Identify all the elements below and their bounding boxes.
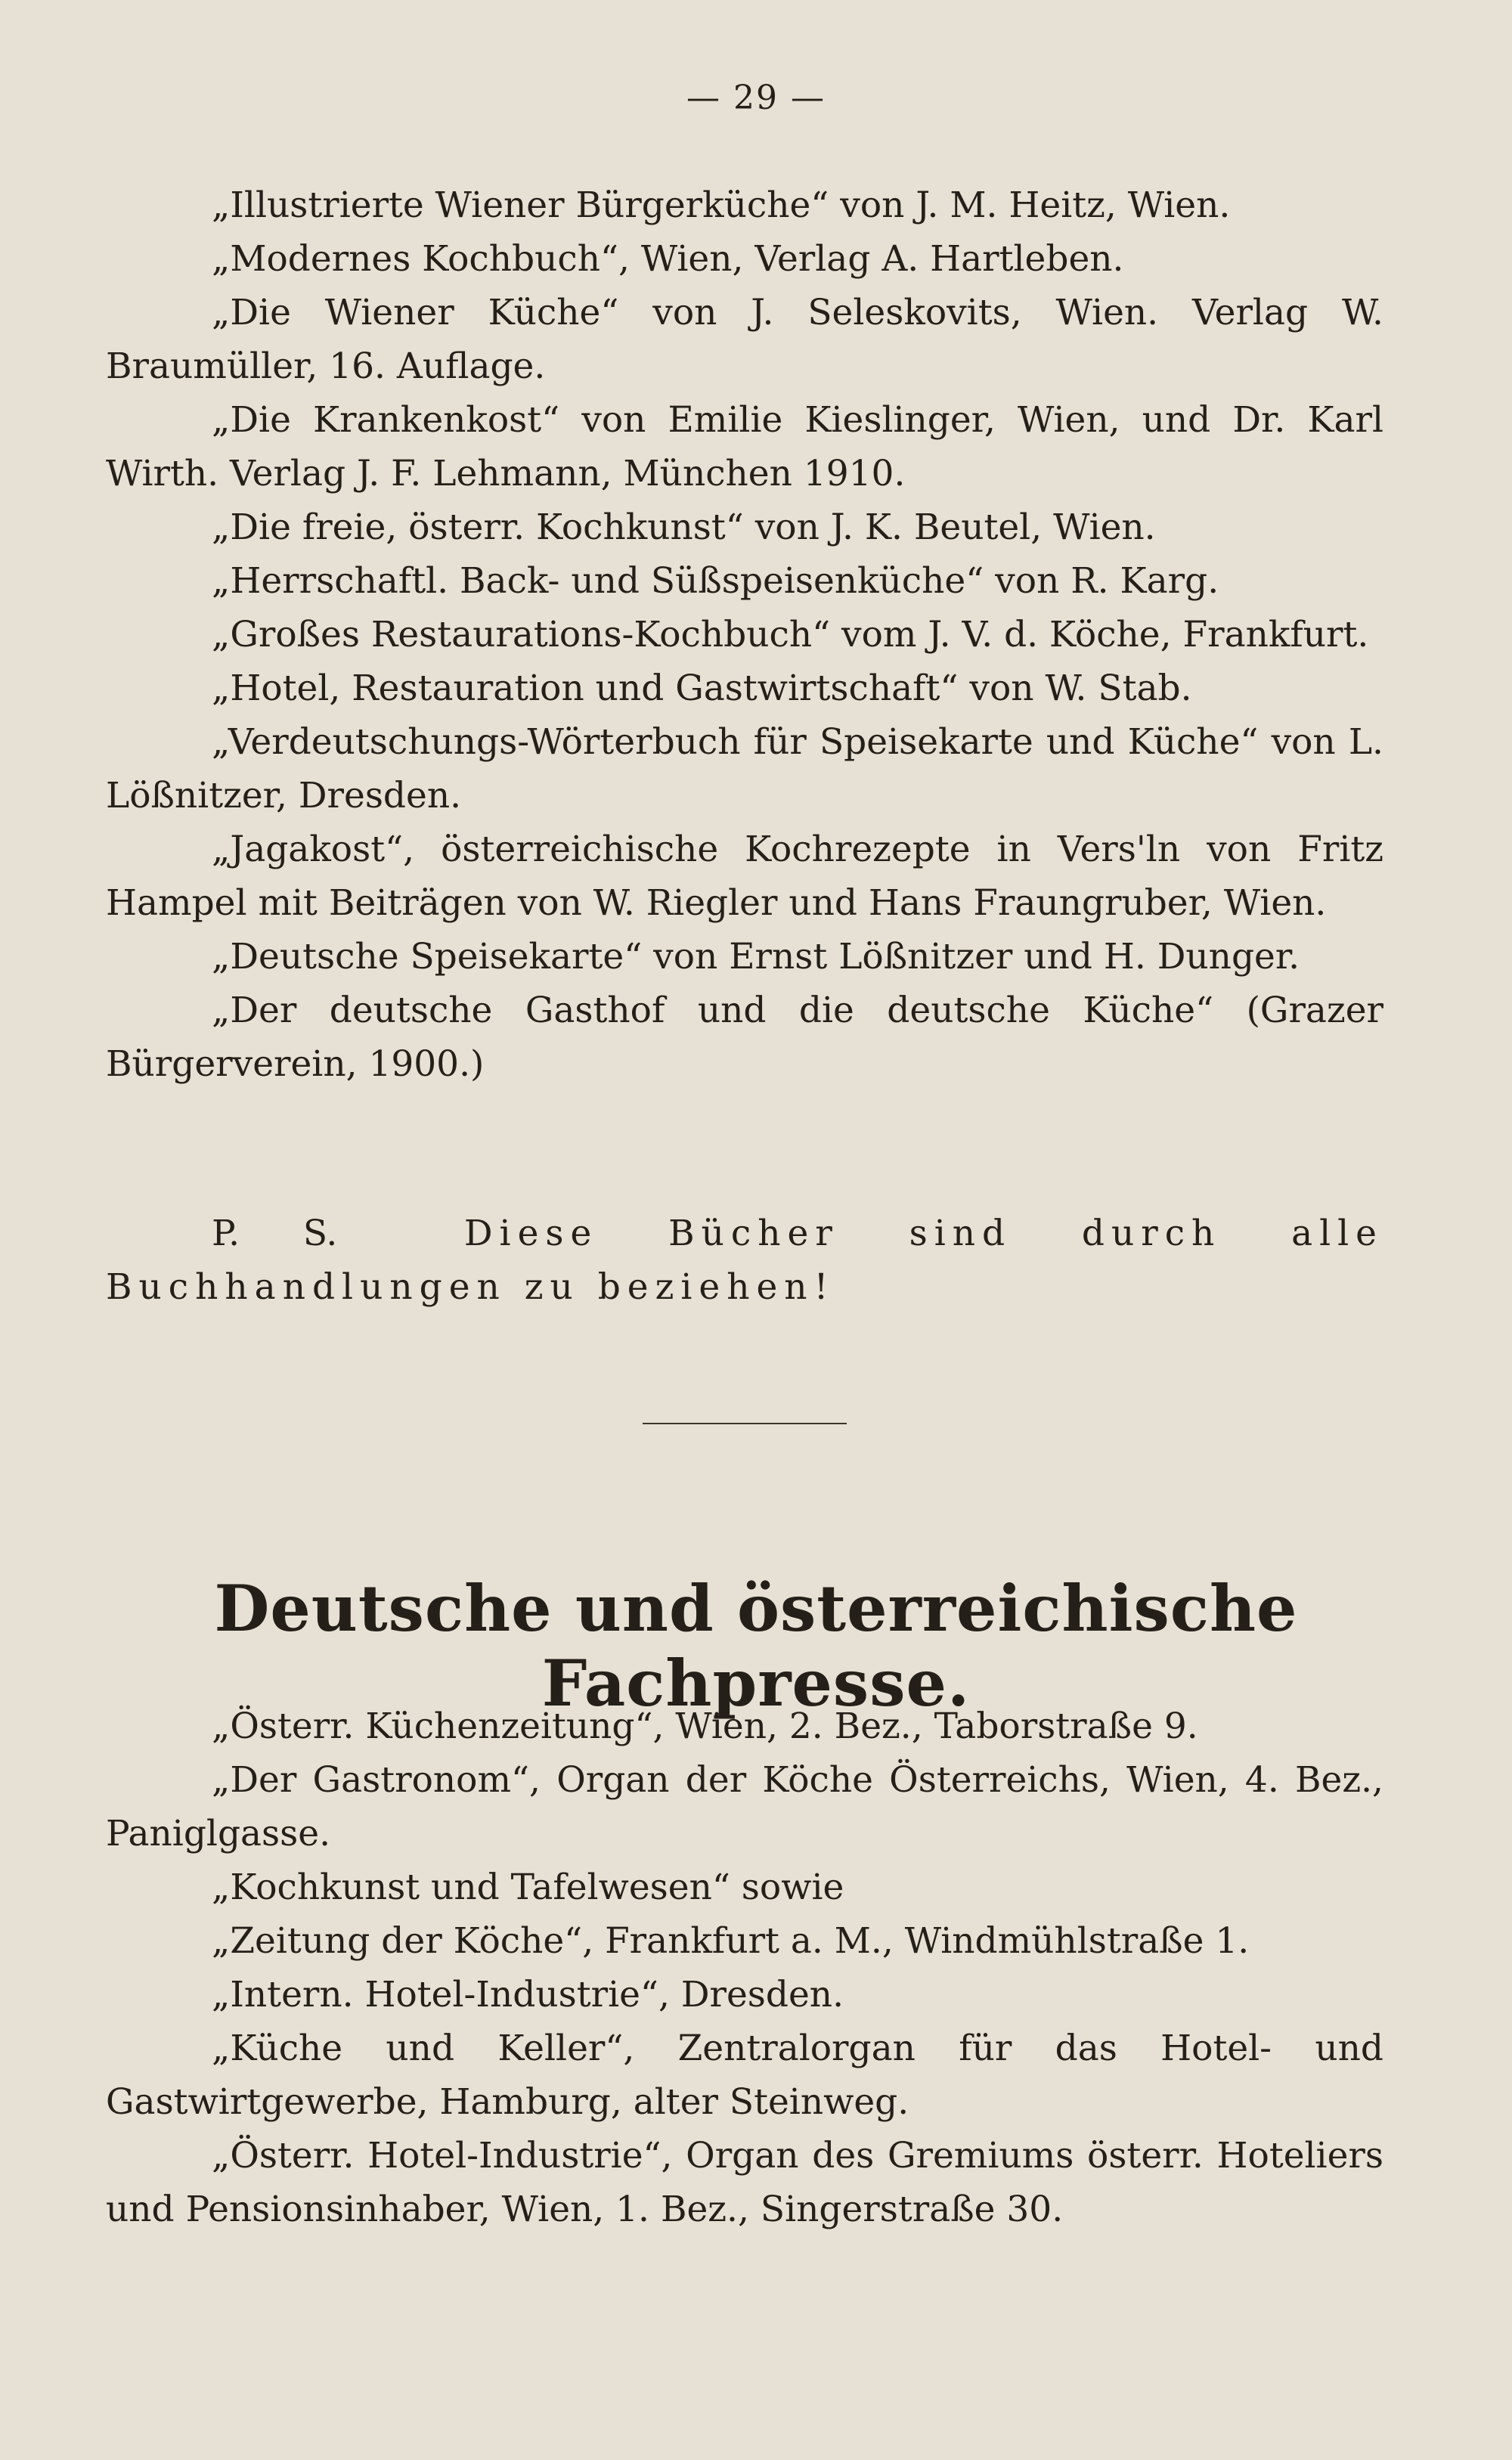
trade-press-list [106,1699,1383,2236]
page-number: — 29 — [686,79,826,117]
book-entry: „Herrschaftl. Back- und Süßspeisenküche“ von R. Karg. [212,560,1219,602]
book-entry: „Modernes Kochbuch“, Wien, Verlag A. Hartleben. [212,238,1124,280]
book-entry: „Großes Restaurations-Kochbuch“ vom J. V. d. Köche, Frankfurt. [212,614,1369,655]
section-divider [643,1423,847,1424]
book-entry: „Jagakost“, österreichische Kochrezepte in Vers'ln von Fritz Hampel mit Beiträgen von W. Riegler und Hans Fraungruber, Wien. [106,829,1383,924]
press-entry: „Kochkunst und Tafelwesen“ sowie [212,1867,844,1908]
cookbook-list [106,178,1383,1091]
press-entry: „Österr. Küchenzeitung“, Wien, 2. Bez., Taborstraße 9. [212,1706,1198,1747]
press-entry: „Zeitung der Köche“, Frankfurt a. M., Windmühlstraße 1. [212,1920,1250,1962]
press-entry: „Küche und Keller“, Zentralorgan für das Hotel- und Gastwirtgewerbe, Hamburg, alter Steinweg. [106,2028,1383,2123]
book-entry: „Hotel, Restauration und Gastwirtschaft“ von W. Stab. [212,668,1192,709]
book-entry: „Deutsche Speisekarte“ von Ernst Lößnitzer und H. Dunger. [212,936,1300,977]
book-entry: „Der deutsche Gasthof und die deutsche Küche“ (Grazer Bürgerverein, 1900.) [106,990,1383,1085]
press-entry: „Intern. Hotel-Industrie“, Dresden. [212,1974,844,2015]
press-entry: „Österr. Hotel-Industrie“, Organ des Gremiums österr. Hoteliers und Pensionsinhaber, Wien, 1. Bez., Singerstraße 30. [106,2135,1383,2230]
book-entry: „Die Krankenkost“ von Emilie Kieslinger, Wien, und Dr. Karl Wirth. Verlag J. F. Lehmann, München 1910. [106,399,1383,494]
postscript-label: P. S. [212,1213,338,1254]
book-entry: „Illustrierte Wiener Bürgerküche“ von J. M. Heitz, Wien. [212,184,1231,226]
book-entry: „Die Wiener Küche“ von J. Seleskovits, Wien. Verlag W. Braumüller, 16. Auflage. [106,292,1383,387]
book-entry: „Verdeutschungs-Wörterbuch für Speisekarte und Küche“ von L. Lößnitzer, Dresden. [106,721,1383,816]
postscript [106,1207,1383,1314]
book-entry: „Die freie, österr. Kochkunst“ von J. K. Beutel, Wien. [212,507,1156,548]
press-entry: „Der Gastronom“, Organ der Köche Österreichs, Wien, 4. Bez., Paniglgasse. [106,1759,1383,1854]
postscript-text: Diese Bücher sind durch alle Buchhandlungen zu beziehen! [106,1213,1383,1308]
section-heading: Deutsche und österreichische Fachpresse. [214,1571,1298,1721]
